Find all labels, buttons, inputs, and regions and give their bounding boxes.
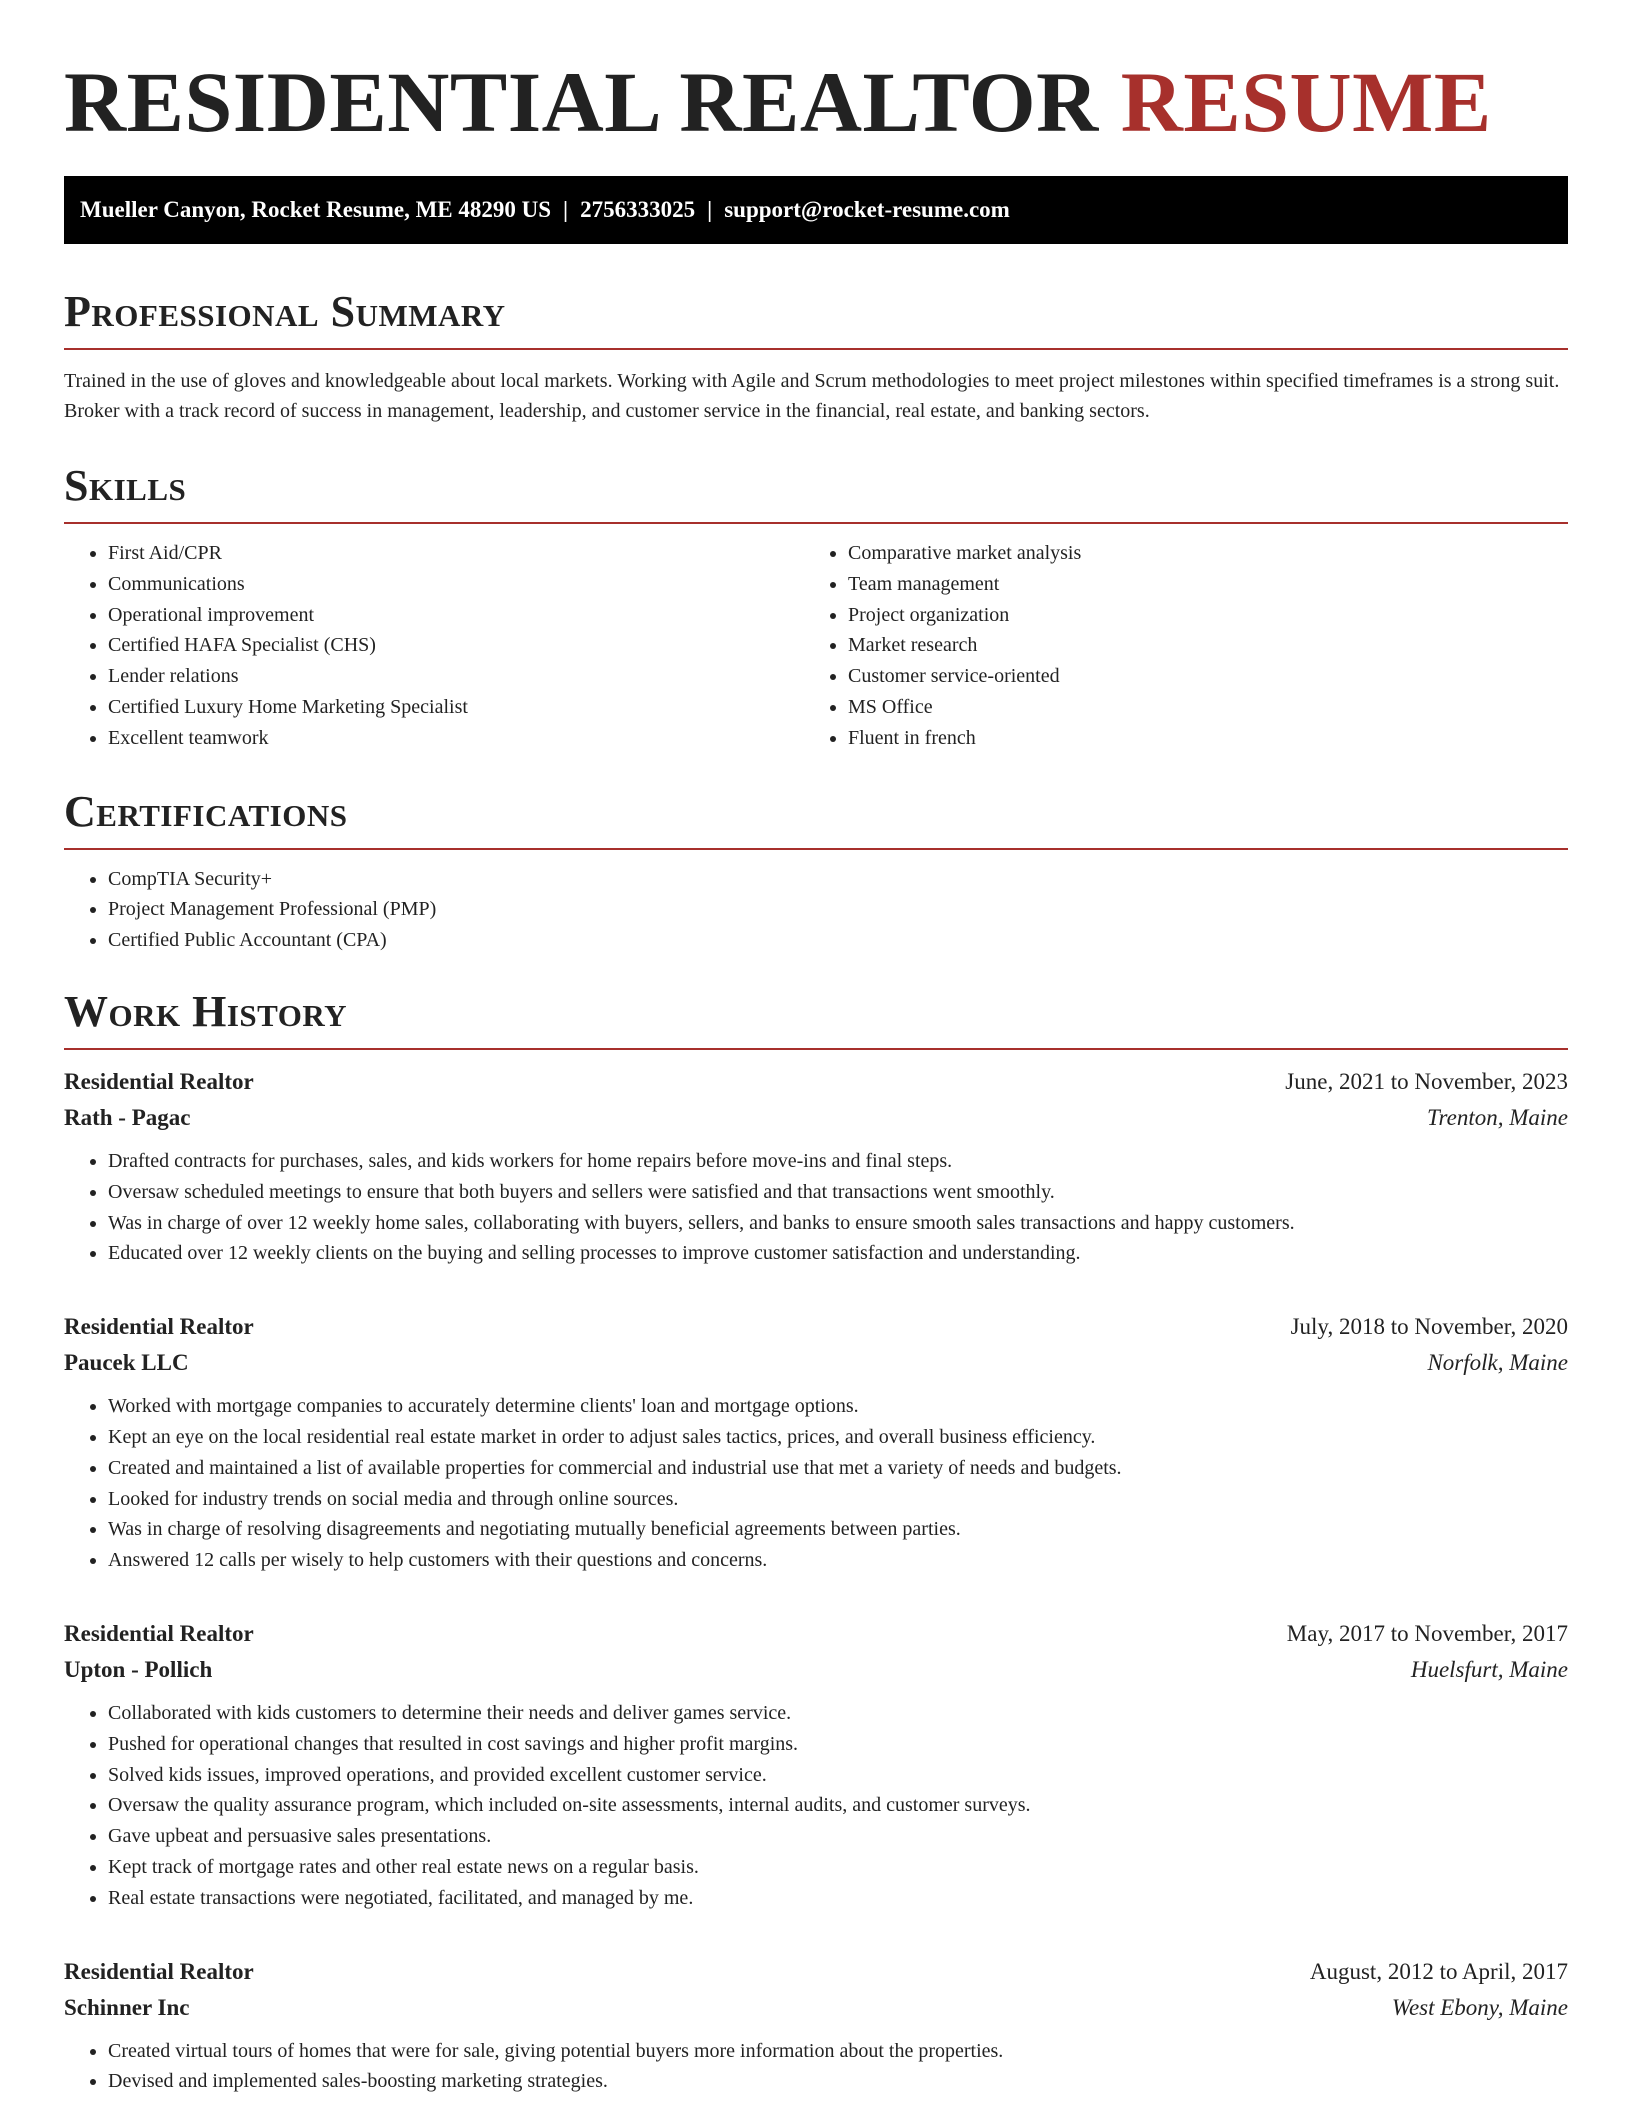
contact-phone[interactable]: 2756333025 xyxy=(580,197,696,222)
job-title: Residential Realtor xyxy=(64,1314,254,1340)
job-entry xyxy=(64,1954,1568,2098)
job-bullet: • Created and maintained a list of available properties for commercial and industrial use that met a variety of needs and budgets. xyxy=(108,1453,1568,1484)
skill-item: • Market research xyxy=(848,630,1544,661)
contact-address: Mueller Canyon, Rocket Resume, ME 48290 US xyxy=(80,197,552,222)
job-bullet: • Gave upbeat and persuasive sales presentations. xyxy=(108,1821,1568,1852)
job-bullet: • Kept an eye on the local residential real estate market in order to adjust sales tactics, prices, and overall business efficiency. xyxy=(108,1422,1568,1453)
skill-item: • Excellent teamwork xyxy=(108,723,804,754)
title-main: RESIDENTIAL REALTOR xyxy=(64,54,1099,150)
skill-item: • Fluent in french xyxy=(848,723,1544,754)
certification-item: • Project Management Professional (PMP) xyxy=(108,894,1568,925)
certifications-list xyxy=(64,864,1568,956)
job-header-row xyxy=(64,1616,1568,1652)
skills-list-right xyxy=(804,538,1544,754)
job-location: Trenton, Maine xyxy=(1427,1104,1568,1130)
resume-page xyxy=(64,0,1568,2097)
job-header-row xyxy=(64,1309,1568,1345)
job-bullet: • Oversaw the quality assurance program, which included on-site assessments, internal audits, and customer surveys. xyxy=(108,1790,1568,1821)
skills-columns xyxy=(64,524,1568,754)
job-title: Residential Realtor xyxy=(64,1068,254,1094)
skills-section xyxy=(64,462,1568,754)
job-location: Huelsfurt, Maine xyxy=(1410,1656,1568,1682)
skill-item: • Certified HAFA Specialist (CHS) xyxy=(108,630,804,661)
section-heading-work-history: Work History xyxy=(64,988,1568,1050)
skills-column-left xyxy=(64,524,804,754)
skill-item: • Team management xyxy=(848,569,1544,600)
skill-item: • Comparative market analysis xyxy=(848,538,1544,569)
certifications-section xyxy=(64,788,1568,956)
job-entry xyxy=(64,1309,1568,1576)
section-heading-certifications: Certifications xyxy=(64,788,1568,850)
skill-item: • MS Office xyxy=(848,692,1544,723)
job-subheader-row xyxy=(64,1990,1568,2026)
work-history-section xyxy=(64,988,1568,2097)
job-bullet: • Was in charge of over 12 weekly home sales, collaborating with buyers, sellers, and banks to ensure smooth sales transactions and happy customers. xyxy=(108,1208,1568,1239)
job-location: Norfolk, Maine xyxy=(1427,1350,1568,1376)
contact-separator: | xyxy=(563,197,569,222)
skills-list-left xyxy=(64,538,804,754)
skill-item: • Customer service-oriented xyxy=(848,661,1544,692)
job-header-row xyxy=(64,1954,1568,1990)
job-dates: July, 2018 to November, 2020 xyxy=(1290,1314,1568,1340)
job-bullet: • Solved kids issues, improved operations, and provided excellent customer service. xyxy=(108,1760,1568,1791)
contact-bar xyxy=(64,176,1568,244)
job-bullet: • Looked for industry trends on social media and through online sources. xyxy=(108,1484,1568,1515)
job-bullet: • Educated over 12 weekly clients on the buying and selling processes to improve customer satisfaction and understanding. xyxy=(108,1238,1568,1269)
job-subheader-row xyxy=(64,1345,1568,1381)
certification-item: • Certified Public Accountant (CPA) xyxy=(108,925,1568,956)
skill-item: • Lender relations xyxy=(108,661,804,692)
skill-item: • Project organization xyxy=(848,600,1544,631)
job-bullets xyxy=(64,1391,1568,1576)
job-company: Paucek LLC xyxy=(64,1350,189,1376)
skill-item: • Communications xyxy=(108,569,804,600)
job-company: Upton - Pollich xyxy=(64,1656,213,1682)
certification-item: • CompTIA Security+ xyxy=(108,864,1568,895)
job-bullet: • Oversaw scheduled meetings to ensure that both buyers and sellers were satisfied and that transactions went smoothly. xyxy=(108,1177,1568,1208)
skill-item: • Certified Luxury Home Marketing Specialist xyxy=(108,692,804,723)
job-company: Rath - Pagac xyxy=(64,1104,191,1130)
section-heading-summary: Professional Summary xyxy=(64,288,1568,350)
summary-text: Trained in the use of gloves and knowledgeable about local markets. Working with Agile and Scrum methodologies to meet project milestones within specified timeframes is a strong suit. Broker with a track record of success in management, leadership, and customer service in the financial, real estate, and banking sectors. xyxy=(64,370,1560,422)
job-subheader-row xyxy=(64,1652,1568,1688)
job-company: Schinner Inc xyxy=(64,1994,190,2020)
job-dates: June, 2021 to November, 2023 xyxy=(1285,1068,1568,1094)
summary-section xyxy=(64,288,1568,426)
contact-email[interactable]: support@rocket-resume.com xyxy=(724,197,1010,222)
skills-column-right xyxy=(804,524,1544,754)
job-location: West Ebony, Maine xyxy=(1391,1994,1568,2020)
job-bullet: • Kept track of mortgage rates and other real estate news on a regular basis. xyxy=(108,1852,1568,1883)
contact-separator: | xyxy=(707,197,713,222)
job-entry xyxy=(64,1616,1568,1914)
job-bullets xyxy=(64,1698,1568,1914)
job-header-row xyxy=(64,1064,1568,1100)
job-bullet: • Worked with mortgage companies to accurately determine clients' loan and mortgage options. xyxy=(108,1391,1568,1422)
section-heading-skills: Skills xyxy=(64,462,1568,524)
job-bullets xyxy=(64,2036,1568,2098)
job-bullet: • Devised and implemented sales-boosting marketing strategies. xyxy=(108,2066,1568,2097)
skill-item: • Operational improvement xyxy=(108,600,804,631)
job-bullet: • Drafted contracts for purchases, sales, and kids workers for home repairs before move-ins and final steps. xyxy=(108,1146,1568,1177)
job-dates: August, 2012 to April, 2017 xyxy=(1309,1958,1568,1984)
job-dates: May, 2017 to November, 2017 xyxy=(1286,1620,1568,1646)
skill-item: • First Aid/CPR xyxy=(108,538,804,569)
job-bullet: • Pushed for operational changes that resulted in cost savings and higher profit margins. xyxy=(108,1729,1568,1760)
job-bullet: • Answered 12 calls per wisely to help customers with their questions and concerns. xyxy=(108,1545,1568,1576)
resume-title xyxy=(64,0,1568,172)
job-entry xyxy=(64,1064,1568,1269)
job-title: Residential Realtor xyxy=(64,1958,254,1984)
job-subheader-row xyxy=(64,1100,1568,1136)
job-title: Residential Realtor xyxy=(64,1620,254,1646)
title-accent: RESUME xyxy=(1120,54,1492,150)
job-bullet: • Real estate transactions were negotiated, facilitated, and managed by me. xyxy=(108,1883,1568,1914)
job-bullet: • Created virtual tours of homes that were for sale, giving potential buyers more information about the properties. xyxy=(108,2036,1568,2067)
job-bullets xyxy=(64,1146,1568,1269)
job-bullet: • Was in charge of resolving disagreements and negotiating mutually beneficial agreements between parties. xyxy=(108,1514,1568,1545)
job-bullet: • Collaborated with kids customers to determine their needs and deliver games service. xyxy=(108,1698,1568,1729)
